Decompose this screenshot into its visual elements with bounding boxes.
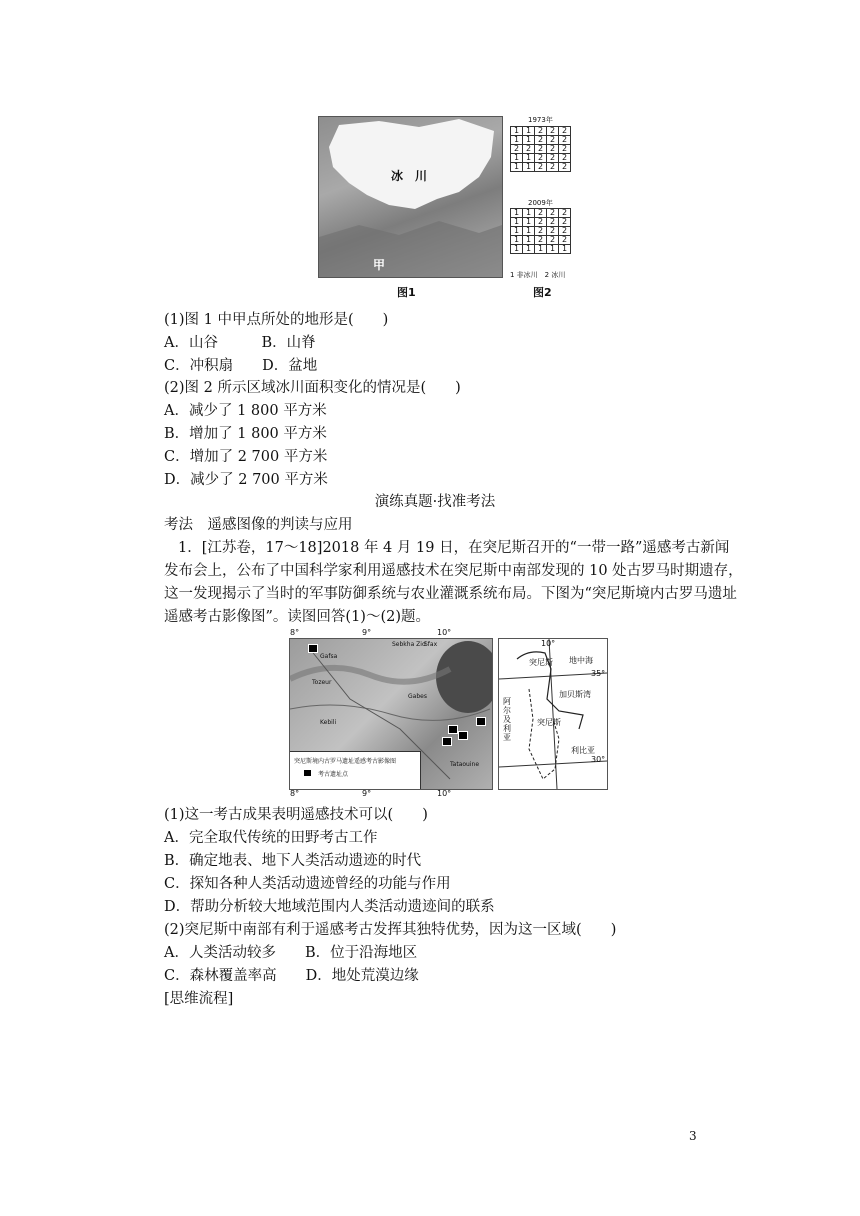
map-legend-title: 突尼斯境内古罗马遗址遥感考古影像图 [294,758,397,765]
sub2-options-ab: A．人类活动较多 B．位于沿海地区 [164,945,418,961]
grid-cell: 1 [523,236,535,245]
grid-cell: 1 [511,209,523,218]
label-tunisia-north: 突尼斯 [529,658,553,667]
grid-cell: 2 [547,227,559,236]
thinking-flow-heading: [思维流程] [164,991,234,1007]
grid-legend: 1 非冰川 2 冰川 [510,271,566,279]
grid-cell: 1 [535,245,547,254]
figure2-caption: 图2 [533,286,552,299]
problem1-line4: 遥感考古影像图”。读图回答(1)～(2)题。 [164,609,430,625]
year-1973-label: 1973年 [528,116,553,124]
problem1-line1: 1．[江苏卷，17～18]2018 年 4 月 19 日，在突尼斯召开的“一带一路”遥感考古新闻 [178,540,730,556]
lon-top-10: 10° [437,628,452,637]
remote-sensing-map [289,638,493,790]
grid-cell: 2 [523,145,535,154]
glacier-satellite-image [318,116,503,278]
grid-cell: 2 [535,154,547,163]
section-title: 演练真题·找准考法 [374,494,496,510]
question2-option-b: B．增加了 1 800 平方米 [164,426,327,442]
sub1-option-b: B．确定地表、地下人类活动遗迹的时代 [164,853,422,869]
sub2-options-cd: C．森林覆盖率高 D．地处荒漠边缘 [164,968,419,984]
point-jia-label: 甲 [373,258,386,272]
grid-cell: 1 [523,136,535,145]
place-tozeur: Tozeur [312,679,332,686]
lon-top-9: 9° [362,628,372,637]
place-gabes: Gabes [408,693,427,700]
grid-cell: 2 [559,127,571,136]
location-lon-10: 10° [541,639,556,648]
glacier-label: 冰 川 [391,169,428,183]
grid-cell: 2 [547,218,559,227]
lon-bottom-9: 9° [362,789,372,798]
grid-cell: 2 [559,163,571,172]
sub1-option-a: A．完全取代传统的田野考古工作 [164,830,378,846]
grid-cell: 2 [511,145,523,154]
place-sebkha: Sebkha Zid [392,641,426,648]
page-number: 3 [689,1129,697,1143]
place-gafsa: Gafsa [320,653,338,660]
grid-cell: 1 [523,209,535,218]
grid-cell: 2 [535,136,547,145]
lon-bottom-10: 10° [437,789,452,798]
grid-cell: 2 [547,209,559,218]
site-marker [308,644,318,653]
grid-cell: 2 [535,145,547,154]
grid-cell: 2 [559,218,571,227]
grid-cell: 1 [511,136,523,145]
grid-cell: 2 [547,163,559,172]
grid-cell: 2 [535,227,547,236]
question1-options-ab: A．山谷 B．山脊 [164,335,316,351]
grid-cell: 2 [535,127,547,136]
grid-cell: 1 [523,163,535,172]
label-gulf-gabes: 加贝斯湾 [559,690,591,699]
grid-cell: 2 [547,127,559,136]
grid-cell: 1 [523,154,535,163]
question2-option-c: C．增加了 2 700 平方米 [164,449,328,465]
problem1-line2: 发布会上，公布了中国科学家利用遥感技术在突尼斯中南部发现的 10 处古罗马时期遗存， [164,563,743,579]
sub1-stem: (1)这一考古成果表明遥感技术可以( ) [164,807,428,823]
grid-2009 [510,208,571,254]
label-libya: 利比亚 [571,746,595,755]
glacier-shape [319,117,502,277]
grid-cell: 2 [559,145,571,154]
grid-cell: 2 [535,209,547,218]
grid-cell: 2 [559,236,571,245]
site-marker [476,717,486,726]
question2-stem: (2)图 2 所示区域冰川面积变化的情况是( ) [164,380,461,396]
grid-cell: 1 [511,154,523,163]
grid-cell: 2 [547,136,559,145]
grid-cell: 2 [559,154,571,163]
label-mediterranean: 地中海 [569,656,593,665]
grid-cell: 1 [511,245,523,254]
figure1-caption: 图1 [397,286,416,299]
method-heading: 考法 遥感图像的判读与应用 [164,517,353,533]
question1-options-cd: C．冲积扇 D．盆地 [164,358,318,374]
map-legend-box [290,751,421,790]
grid-cell: 1 [559,245,571,254]
grid-cell: 2 [535,163,547,172]
grid-cell: 1 [523,245,535,254]
label-tunisia-south: 突尼斯 [537,718,561,727]
site-marker [442,737,452,746]
grid-cell: 1 [523,218,535,227]
question2-option-d: D．减少了 2 700 平方米 [164,472,328,488]
grid-cell: 2 [559,136,571,145]
legend-marker-icon [304,770,311,776]
question1-stem: (1)图 1 中甲点所处的地形是( ) [164,312,389,328]
grid-cell: 1 [547,245,559,254]
grid-row [511,245,571,254]
sub1-option-d: D．帮助分析较大地域范围内人类活动遗迹间的联系 [164,899,495,915]
place-tataouine: Tataouine [450,761,480,768]
grid-cell: 1 [523,227,535,236]
location-lat-30: 30° [591,755,606,764]
grid-1973 [510,126,571,172]
grid-cell: 1 [511,227,523,236]
grid-cell: 2 [535,218,547,227]
grid-cell: 2 [547,145,559,154]
site-marker [448,725,458,734]
year-2009-label: 2009年 [528,199,553,207]
lon-top-8: 8° [290,628,300,637]
map-legend-item: 考古遗址点 [318,771,349,778]
grid-cell: 1 [511,236,523,245]
grid-cell: 2 [547,236,559,245]
grid-cell: 1 [511,127,523,136]
tunisia-location-map [498,638,608,790]
grid-cell: 2 [559,227,571,236]
place-sfax: Sfax [424,641,438,648]
sub2-stem: (2)突尼斯中南部有利于遥感考古发挥其独特优势，因为这一区域( ) [164,922,617,938]
place-kebili: Kebili [320,719,337,726]
grid-cell: 1 [511,218,523,227]
question2-option-a: A．减少了 1 800 平方米 [164,403,327,419]
grid-cell: 1 [511,163,523,172]
location-lat-35: 35° [591,669,606,678]
grid-row [511,163,571,172]
lon-bottom-8: 8° [290,789,300,798]
label-algeria: 阿尔及利亚 [503,697,511,742]
sub1-option-c: C．探知各种人类活动遗迹曾经的功能与作用 [164,876,451,892]
grid-cell: 2 [547,154,559,163]
site-marker [458,731,468,740]
grid-cell: 1 [523,127,535,136]
grid-cell: 2 [535,236,547,245]
problem1-line3: 这一发现揭示了当时的军事防御系统与农业灌溉系统布局。下图为“突尼斯境内古罗马遗址 [164,586,737,602]
grid-cell: 2 [559,209,571,218]
